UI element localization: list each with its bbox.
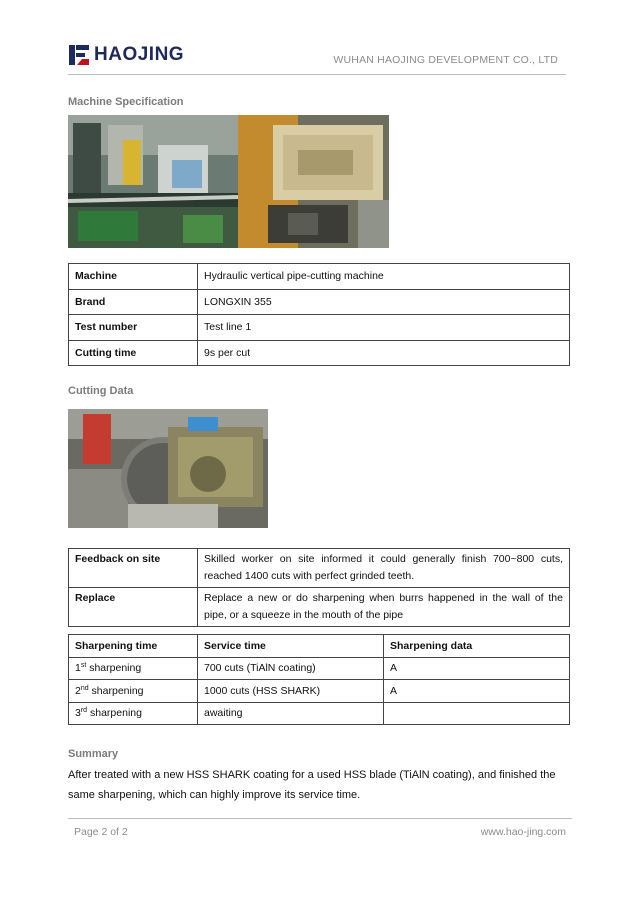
machine-spec-title: Machine Specification <box>68 96 184 108</box>
logo-mark-icon <box>68 44 90 66</box>
spec-value: LONGXIN 355 <box>198 289 570 315</box>
summary-title: Summary <box>68 748 119 760</box>
machine-spec-table <box>68 263 570 366</box>
service-time: 700 cuts (TiAlN coating) <box>198 657 384 680</box>
page-number: Page 2 of 2 <box>74 826 128 838</box>
spec-label: Test number <box>69 315 198 341</box>
sharpening-data: A <box>384 680 570 703</box>
service-time: awaiting <box>198 702 384 725</box>
website-link[interactable]: www.hao-jing.com <box>480 826 566 838</box>
feedback-value: Skilled worker on site informed it could generally finish 700~800 cuts, reached 1400 cuts with perfect grinded teeth. <box>198 549 570 588</box>
table-row <box>69 702 570 725</box>
page-header <box>68 40 566 75</box>
table-row <box>69 549 570 588</box>
sharpening-time: 2nd sharpening <box>69 680 198 703</box>
sharpening-table <box>68 634 570 725</box>
spec-label: Brand <box>69 289 198 315</box>
page-footer <box>68 818 572 849</box>
table-row <box>69 340 570 366</box>
service-time: 1000 cuts (HSS SHARK) <box>198 680 384 703</box>
spec-label: Cutting time <box>69 340 198 366</box>
table-row <box>69 588 570 627</box>
table-row <box>69 264 570 290</box>
table-row <box>69 315 570 341</box>
cutting-photo <box>68 409 268 528</box>
replace-value: Replace a new or do sharpening when burrs happened in the wall of the pipe, or a squeeze in the mouth of the pipe <box>198 588 570 627</box>
logo <box>68 44 184 66</box>
sharpening-data: A <box>384 657 570 680</box>
sharpening-data <box>384 702 570 725</box>
table-header-row <box>69 635 570 658</box>
cutting-data-title: Cutting Data <box>68 385 134 397</box>
table-row <box>69 680 570 703</box>
col-header: Sharpening time <box>69 635 198 658</box>
logo-text: HAOJING <box>94 44 185 65</box>
table-row <box>69 289 570 315</box>
sharpening-time: 1st sharpening <box>69 657 198 680</box>
replace-label: Replace <box>69 588 198 627</box>
spec-label: Machine <box>69 264 198 290</box>
col-header: Sharpening data <box>384 635 570 658</box>
cutting-data-table <box>68 548 570 627</box>
company-name: WUHAN HAOJING DEVELOPMENT CO., LTD <box>333 54 558 66</box>
spec-value: Test line 1 <box>198 315 570 341</box>
machine-photo <box>68 115 389 248</box>
sharpening-time: 3rd sharpening <box>69 702 198 725</box>
table-row <box>69 657 570 680</box>
summary-text: After treated with a new HSS SHARK coating for a used HSS blade (TiAlN coating), and finished the same sharpening, which can highly improve its service time. <box>68 769 556 801</box>
spec-value: Hydraulic vertical pipe-cutting machine <box>198 264 570 290</box>
spec-value: 9s per cut <box>198 340 570 366</box>
feedback-label: Feedback on site <box>69 549 198 588</box>
col-header: Service time <box>198 635 384 658</box>
